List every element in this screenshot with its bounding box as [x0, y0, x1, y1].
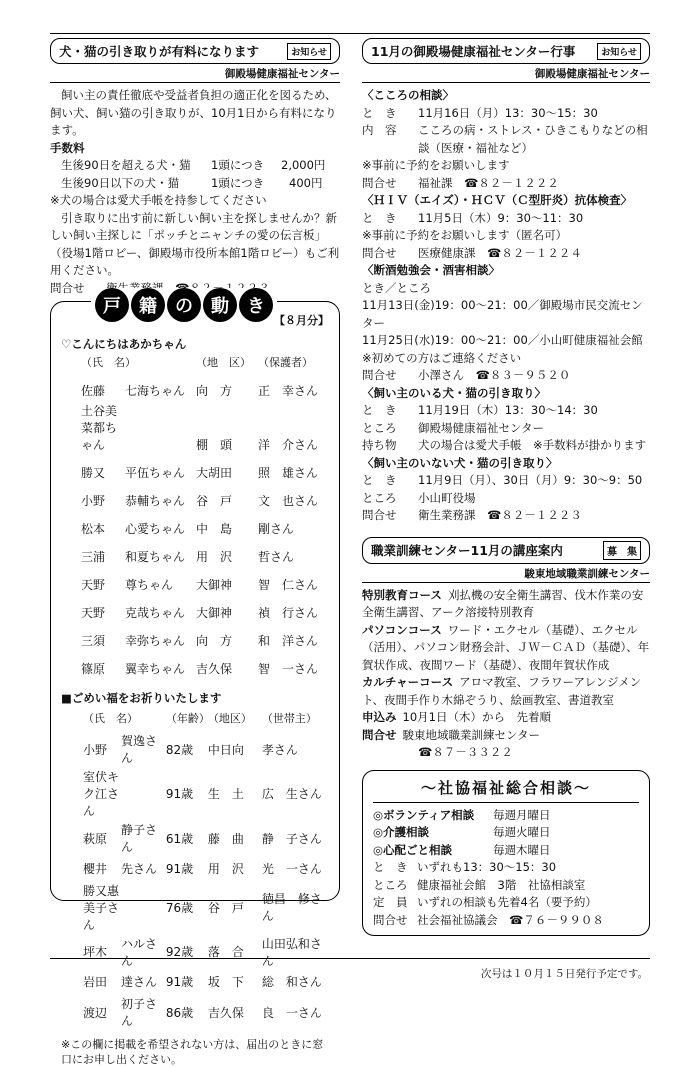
- death-cell: 生 土: [207, 787, 244, 801]
- events-title: 11月の御殿場健康福祉センター行事: [371, 44, 576, 59]
- event-label: ところ: [362, 420, 397, 435]
- death-cell: 静子さん: [121, 823, 158, 854]
- death-cell: 用 沢: [207, 861, 244, 876]
- birth-cell: [125, 402, 196, 456]
- pet-fee-contact: 問合せ: [50, 280, 85, 295]
- event-label: 内 容: [362, 123, 397, 137]
- death-cell: 勝又惠美子さん: [83, 883, 120, 932]
- birth-cell: 篠原: [81, 662, 106, 676]
- death-row: [63, 821, 327, 855]
- koseki-box: [50, 296, 340, 1066]
- event-value: 御殿場健康福祉センター: [418, 420, 545, 435]
- death-cell: 坂 下: [207, 975, 244, 990]
- event-row: [362, 122, 650, 157]
- birth-row: [61, 568, 329, 596]
- event-row: [362, 472, 650, 490]
- fee-row: 生後90日を超える犬・猫 1頭につき 2,000円: [61, 158, 326, 172]
- birth-cell: 三浦: [81, 550, 106, 564]
- event-row: [362, 297, 650, 332]
- event-row: [362, 490, 650, 508]
- birth-cell: 谷 戸: [196, 494, 233, 508]
- birth-cell: 照 雄さん: [258, 466, 319, 480]
- death-cell: 光 一さん: [261, 861, 322, 876]
- training-title: 職業訓練センター11月の講座案内: [371, 543, 563, 558]
- birth-cell: 正 幸さん: [258, 384, 319, 398]
- event-row: [362, 437, 650, 455]
- training-label: 問合せ: [362, 727, 397, 742]
- birth-row: [61, 374, 329, 402]
- birth-cell: 大御神: [196, 578, 233, 592]
- birth-row: [61, 402, 329, 456]
- death-cell: 谷 戸: [207, 900, 244, 915]
- birth-cell: 克哉ちゃん: [125, 606, 186, 620]
- death-cell: ハルさん: [121, 936, 158, 968]
- events-header: [362, 38, 650, 64]
- consult-title: ～社協福祉総合相談～: [373, 777, 639, 803]
- consult-value: いずれも13：30～15：30: [417, 860, 557, 874]
- birth-cell: 心愛ちゃん: [125, 522, 186, 536]
- event-value: 11月9日（月）、30日（月）9：30～9：50: [418, 473, 643, 487]
- birth-cell: 智 仁さん: [258, 578, 319, 592]
- consult-row: [373, 894, 639, 912]
- death-cell: 達さん: [121, 975, 158, 990]
- event-value: 福祉課 ☎８２－１２２２: [418, 175, 559, 190]
- training-org: 駿東地域職業訓練センター: [362, 566, 650, 583]
- birth-cell: 向 方: [196, 384, 233, 398]
- consult-item: [373, 842, 639, 860]
- training-item: [362, 709, 650, 727]
- event-heading: 〈ＨＩＶ（エイズ）・ＨＣＶ（Ｃ型肝炎）抗体検査〉: [362, 193, 633, 207]
- death-cell: [121, 768, 164, 819]
- birth-row: [61, 484, 329, 512]
- event-label: ところ: [362, 490, 397, 505]
- event-value: 小澤さん ☎８３－９５２０: [418, 368, 571, 382]
- event-value: こころの病・ストレス・ひきこもりなどの相談（医療・福祉など）: [418, 123, 648, 155]
- fee-label: 手数料: [50, 140, 85, 155]
- event-row: [362, 280, 650, 298]
- training-item: [362, 587, 650, 622]
- death-cell: 92歳: [165, 945, 194, 959]
- consult-items: [373, 807, 639, 860]
- consult-value: いずれの相談も先着4名（要予約）: [417, 895, 597, 909]
- consult-row: [373, 877, 639, 895]
- birth-cell: 尊ちゃん: [125, 578, 174, 592]
- birth-cell: 和 洋さん: [258, 634, 319, 648]
- event-value: 衛生業務課 ☎８２－１２２３: [418, 508, 582, 522]
- death-cell: 良 一さん: [261, 1005, 322, 1020]
- birth-cell: 佐藤: [81, 384, 106, 398]
- event-value: 11月25日(水)19：00～21：00／小山町健康福祉会館: [362, 333, 643, 347]
- death-cell: 先さん: [121, 861, 158, 876]
- training-text: 駿東地域職業訓練センター: [402, 727, 541, 742]
- event-row: [362, 332, 650, 350]
- training-text: ☎８７－３３２２: [418, 745, 513, 759]
- death-cell: 61歳: [165, 831, 194, 846]
- event-value: 小山町役場: [418, 490, 476, 505]
- death-cell: 賀逸さん: [121, 734, 158, 765]
- training-body: [362, 587, 650, 762]
- death-cell: 渡辺: [83, 1005, 108, 1020]
- death-cell: 櫻井: [83, 861, 108, 876]
- death-cell: 中日向: [207, 742, 244, 757]
- consult-box: [362, 770, 650, 937]
- koseki-note: ※この欄に掲載を希望されない方は、届出のときに窓口にお申し出ください。: [61, 1038, 324, 1066]
- training-item: [362, 727, 650, 745]
- event-heading: 〈断酒勉強会・酒害相談〉: [362, 263, 500, 277]
- event-row: [362, 245, 650, 263]
- training-label: 特別教育コース: [362, 587, 442, 602]
- training-item: [362, 622, 650, 675]
- event-row: [362, 350, 650, 368]
- event-row: [362, 367, 650, 385]
- event-value: 11月13日(金)19：00～21：00／御殿場市民交流センター: [362, 298, 643, 330]
- consult-value: 健康福祉会館 3階 社協相談室: [417, 877, 586, 892]
- death-cell: 室伏キク江さん: [83, 770, 120, 818]
- bottom-rule: [50, 958, 650, 959]
- death-row: [63, 935, 327, 969]
- birth-cell: 勝又: [81, 466, 106, 480]
- birth-cell: 三須: [81, 634, 106, 648]
- birth-cell: 中 島: [196, 522, 233, 536]
- event-label: 持ち物: [362, 438, 397, 452]
- birth-cell: 松本: [81, 522, 106, 536]
- left-column: [50, 38, 340, 1066]
- event-label: と き: [362, 105, 397, 120]
- event-label: とき／ところ: [362, 280, 431, 295]
- training-text: 刈払機の安全衛生講習、伐木作業の安全衛生講習、アーク溶接特別教育: [362, 587, 644, 619]
- consult-label: 問合せ: [373, 912, 408, 927]
- training-item: [362, 744, 650, 762]
- birth-cell: 平伍ちゃん: [125, 466, 186, 480]
- death-cell: 藤 曲: [207, 831, 244, 846]
- pet-fee-header: [50, 38, 340, 64]
- birth-cell: 大胡田: [196, 466, 233, 480]
- consult-type: ◎心配ごと相談: [373, 842, 453, 857]
- birth-row: [61, 512, 329, 540]
- events-body: [362, 87, 650, 525]
- event-heading: 〈飼い主のいない犬・猫の引き取り〉: [362, 455, 558, 470]
- event-label: 問合せ: [362, 368, 397, 382]
- event-value: ※初めての方はご連絡ください: [362, 350, 522, 365]
- koseki-title: 戸 籍 の 動 き: [91, 288, 277, 322]
- death-row: [63, 768, 327, 819]
- consult-day: 毎週月曜日: [493, 807, 551, 822]
- event-label: 問合せ: [362, 245, 397, 260]
- deaths-heading: ■ごめい福をお祈りいたします: [61, 691, 222, 705]
- training-label: パソコンコース: [362, 622, 442, 637]
- death-cell: 岩田: [83, 975, 108, 990]
- event-row: [362, 420, 650, 438]
- births-table: （氏 名） （地 区） （保護者） 佐藤 七海ちゃん 向 方 正 幸さん 土谷美菜都ちゃん 棚 頭 洋 介さん 勝又 平伍ちゃん 大胡田 照 雄さん 小野 恭輔ちゃん 谷 戸 文 也さん 松本 心愛ちゃん 中 島 剛さん 三浦 和夏ちゃん 用 沢 哲さん 天野 尊ちゃん 大御神 智 仁さん 天野 克哉ちゃん 大御神 禎 行さん 三須 幸弥ちゃん 向 方 和 洋さん 篠原 翼幸ちゃん 吉久保 智 一さん: [61, 352, 329, 680]
- event-label: と き: [362, 403, 397, 417]
- death-cell: [121, 882, 164, 933]
- event-value: 11月16日（月）13：30～15：30: [418, 105, 598, 120]
- training-label: 申込み: [362, 710, 397, 724]
- death-row: [63, 732, 327, 766]
- pet-fee-note: ※犬の場合は愛犬手帳を持参してください: [50, 193, 267, 207]
- consult-day: 毎週火曜日: [493, 825, 551, 839]
- event-value: 11月5日（木）9：30～11：30: [418, 210, 584, 225]
- death-cell: 総 和さん: [261, 975, 322, 990]
- consult-day: 毎週木曜日: [493, 842, 551, 857]
- death-cell: 76歳: [165, 900, 194, 915]
- birth-cell: 向 方: [196, 634, 233, 648]
- birth-row: [61, 624, 329, 652]
- event-label: 問合せ: [362, 508, 397, 522]
- pet-fee-title: 犬・猫の引き取りが有料になります: [59, 44, 260, 59]
- birth-cell: 大御神: [196, 606, 233, 620]
- consult-row: [373, 912, 639, 930]
- birth-cell: 文 也さん: [258, 494, 319, 508]
- pet-fee-body2: 引き取りに出す前に新しい飼い主を探しませんか？新しい飼い主探しに「ポッチとニャンチの愛の伝言板」（役場1階ロビー、御殿場市役所本館1階ロビー）もご利用ください。: [50, 210, 340, 277]
- birth-cell: 天野: [81, 578, 106, 592]
- death-cell: 91歳: [165, 975, 194, 990]
- birth-cell: 智 一さん: [258, 662, 319, 676]
- death-cell: 91歳: [165, 861, 194, 876]
- birth-row: [61, 456, 329, 484]
- top-rule: [50, 33, 650, 34]
- birth-cell: 吉久保: [196, 662, 233, 676]
- death-cell: 静 子さん: [261, 831, 322, 846]
- birth-cell: 土谷美菜都ちゃん: [81, 404, 118, 452]
- right-column: [362, 38, 650, 936]
- consult-item: [373, 824, 639, 842]
- death-cell: 孝さん: [261, 742, 298, 757]
- birth-row: [61, 652, 329, 680]
- birth-cell: 用 沢: [196, 550, 233, 564]
- event-row: [362, 507, 650, 525]
- birth-cell: 小野: [81, 494, 106, 508]
- notice-badge: お知らせ: [597, 43, 641, 60]
- notice-badge: お知らせ: [287, 43, 331, 60]
- birth-cell: 哲さん: [258, 550, 295, 564]
- birth-cell: 和夏ちゃん: [125, 550, 186, 564]
- event-row: [362, 157, 650, 175]
- training-text: アロマ教室、フラワーアレンジメント、夜間手作り木綿ぞうり、絵画教室、書道教室: [362, 675, 642, 707]
- event-row: [362, 175, 650, 193]
- event-heading: 〈こころの相談〉: [362, 88, 454, 102]
- consult-label: と き: [373, 860, 408, 874]
- death-row: [63, 882, 327, 933]
- birth-cell: 洋 介さん: [258, 438, 319, 452]
- consult-row: [373, 859, 639, 877]
- next-issue-note: 次号は１０月１５日発行予定です。: [480, 968, 648, 980]
- birth-cell: 禎 行さん: [258, 606, 319, 620]
- death-row: [63, 857, 327, 880]
- pet-fee-body: 飼い主の責任徹底や受益者負担の適正化を図るため、飼い犬、飼い猫の引き取りが、10月1日から有料になります。: [50, 88, 337, 137]
- event-value: 犬の場合は愛犬手帳 ※手数料が掛かります: [418, 438, 647, 452]
- birth-row: [61, 596, 329, 624]
- birth-cell: 恭輔ちゃん: [125, 494, 186, 508]
- training-header: [362, 537, 650, 564]
- training-text: 10月1日（木）から 先着順: [402, 710, 551, 724]
- death-cell: 86歳: [165, 1005, 194, 1020]
- event-row: [362, 105, 650, 123]
- events-org: 御殿場健康福祉センター: [362, 66, 650, 83]
- fee-row: 生後90日以下の犬・猫 1頭につき 400円: [61, 175, 323, 190]
- death-cell: 吉久保: [207, 1005, 244, 1020]
- death-cell: 小野: [83, 742, 108, 757]
- recruit-badge: 募 集: [603, 541, 641, 560]
- birth-cell: 七海ちゃん: [125, 384, 186, 398]
- event-label: 問合せ: [362, 175, 397, 190]
- event-heading: 〈飼い主のいる犬・猫の引き取り〉: [362, 385, 546, 400]
- consult-value: 社会福祉協議会 ☎７６－９９０８: [417, 912, 604, 927]
- death-cell: 落 合: [207, 945, 244, 959]
- event-value: 医療健康課 ☎８２－１２２４: [418, 245, 582, 260]
- training-item: [362, 674, 650, 709]
- birth-cell: 幸弥ちゃん: [125, 634, 186, 648]
- birth-cell: 天野: [81, 606, 106, 620]
- event-label: と き: [362, 473, 397, 487]
- birth-cell: 剛さん: [258, 522, 295, 536]
- death-cell: 82歳: [165, 742, 194, 757]
- event-row: [362, 227, 650, 245]
- consult-type: ◎介護相談: [373, 825, 430, 839]
- training-text: ワード・エクセル（基礎）、エクセル（活用）、パソコン財務会計、ＪＷ－ＣＡＤ（基礎）、年賀状作成、夜間ワード（基礎）、夜間年賀状作成: [362, 622, 650, 672]
- consult-type: ◎ボランティア相談: [373, 807, 475, 822]
- death-cell: 徳昌 修さん: [261, 892, 322, 923]
- event-row: [362, 210, 650, 228]
- birth-cell: 棚 頭: [196, 438, 233, 452]
- death-row: [63, 995, 327, 1029]
- event-value: ※事前に予約をお願いします: [362, 158, 510, 172]
- event-value: 11月19日（木）13：30～14：30: [418, 403, 598, 417]
- consult-label: ところ: [373, 877, 408, 892]
- death-cell: 山田弘和さん: [261, 936, 322, 968]
- consult-label: 定 員: [373, 895, 408, 909]
- birth-row: [61, 540, 329, 568]
- event-label: と き: [362, 210, 397, 225]
- consult-item: [373, 807, 639, 825]
- koseki-month: 【８月分】: [274, 314, 329, 327]
- deaths-table: （氏 名） （年齢） （地区） （世帯主） 小野 賀逸さん 82歳 中日向 孝さん 室伏キク江さん 91歳 生 土 広 生さん 萩原 静子さん 61歳 藤 曲 静 子さん 櫻井 先さん 91歳 用 沢 光 一さん 勝又惠美子さん 76歳 谷 戸 徳昌 修さん 坪木 ハルさん 92歳 落 合 山田弘和さん 岩田 達さん 91歳 坂 下 総 和さん 渡辺 初子さん 86歳 吉久保 良 一さん: [61, 706, 329, 1031]
- birth-cell: 翼幸ちゃん: [125, 662, 186, 676]
- consult-rows: [373, 859, 639, 929]
- death-cell: 広 生さん: [261, 787, 322, 801]
- event-value: ※事前に予約をお願いします（匿名可）: [362, 228, 568, 242]
- death-cell: 萩原: [83, 831, 108, 846]
- death-cell: 坪木: [83, 945, 108, 959]
- event-row: [362, 402, 650, 420]
- training-label: カルチャーコース: [362, 675, 454, 689]
- death-cell: 初子さん: [121, 997, 158, 1028]
- death-row: [63, 971, 327, 994]
- death-cell: 91歳: [165, 787, 194, 801]
- births-heading: ♡こんにちはあかちゃん: [61, 337, 187, 351]
- pet-fee-org: 御殿場健康福祉センター: [50, 66, 340, 83]
